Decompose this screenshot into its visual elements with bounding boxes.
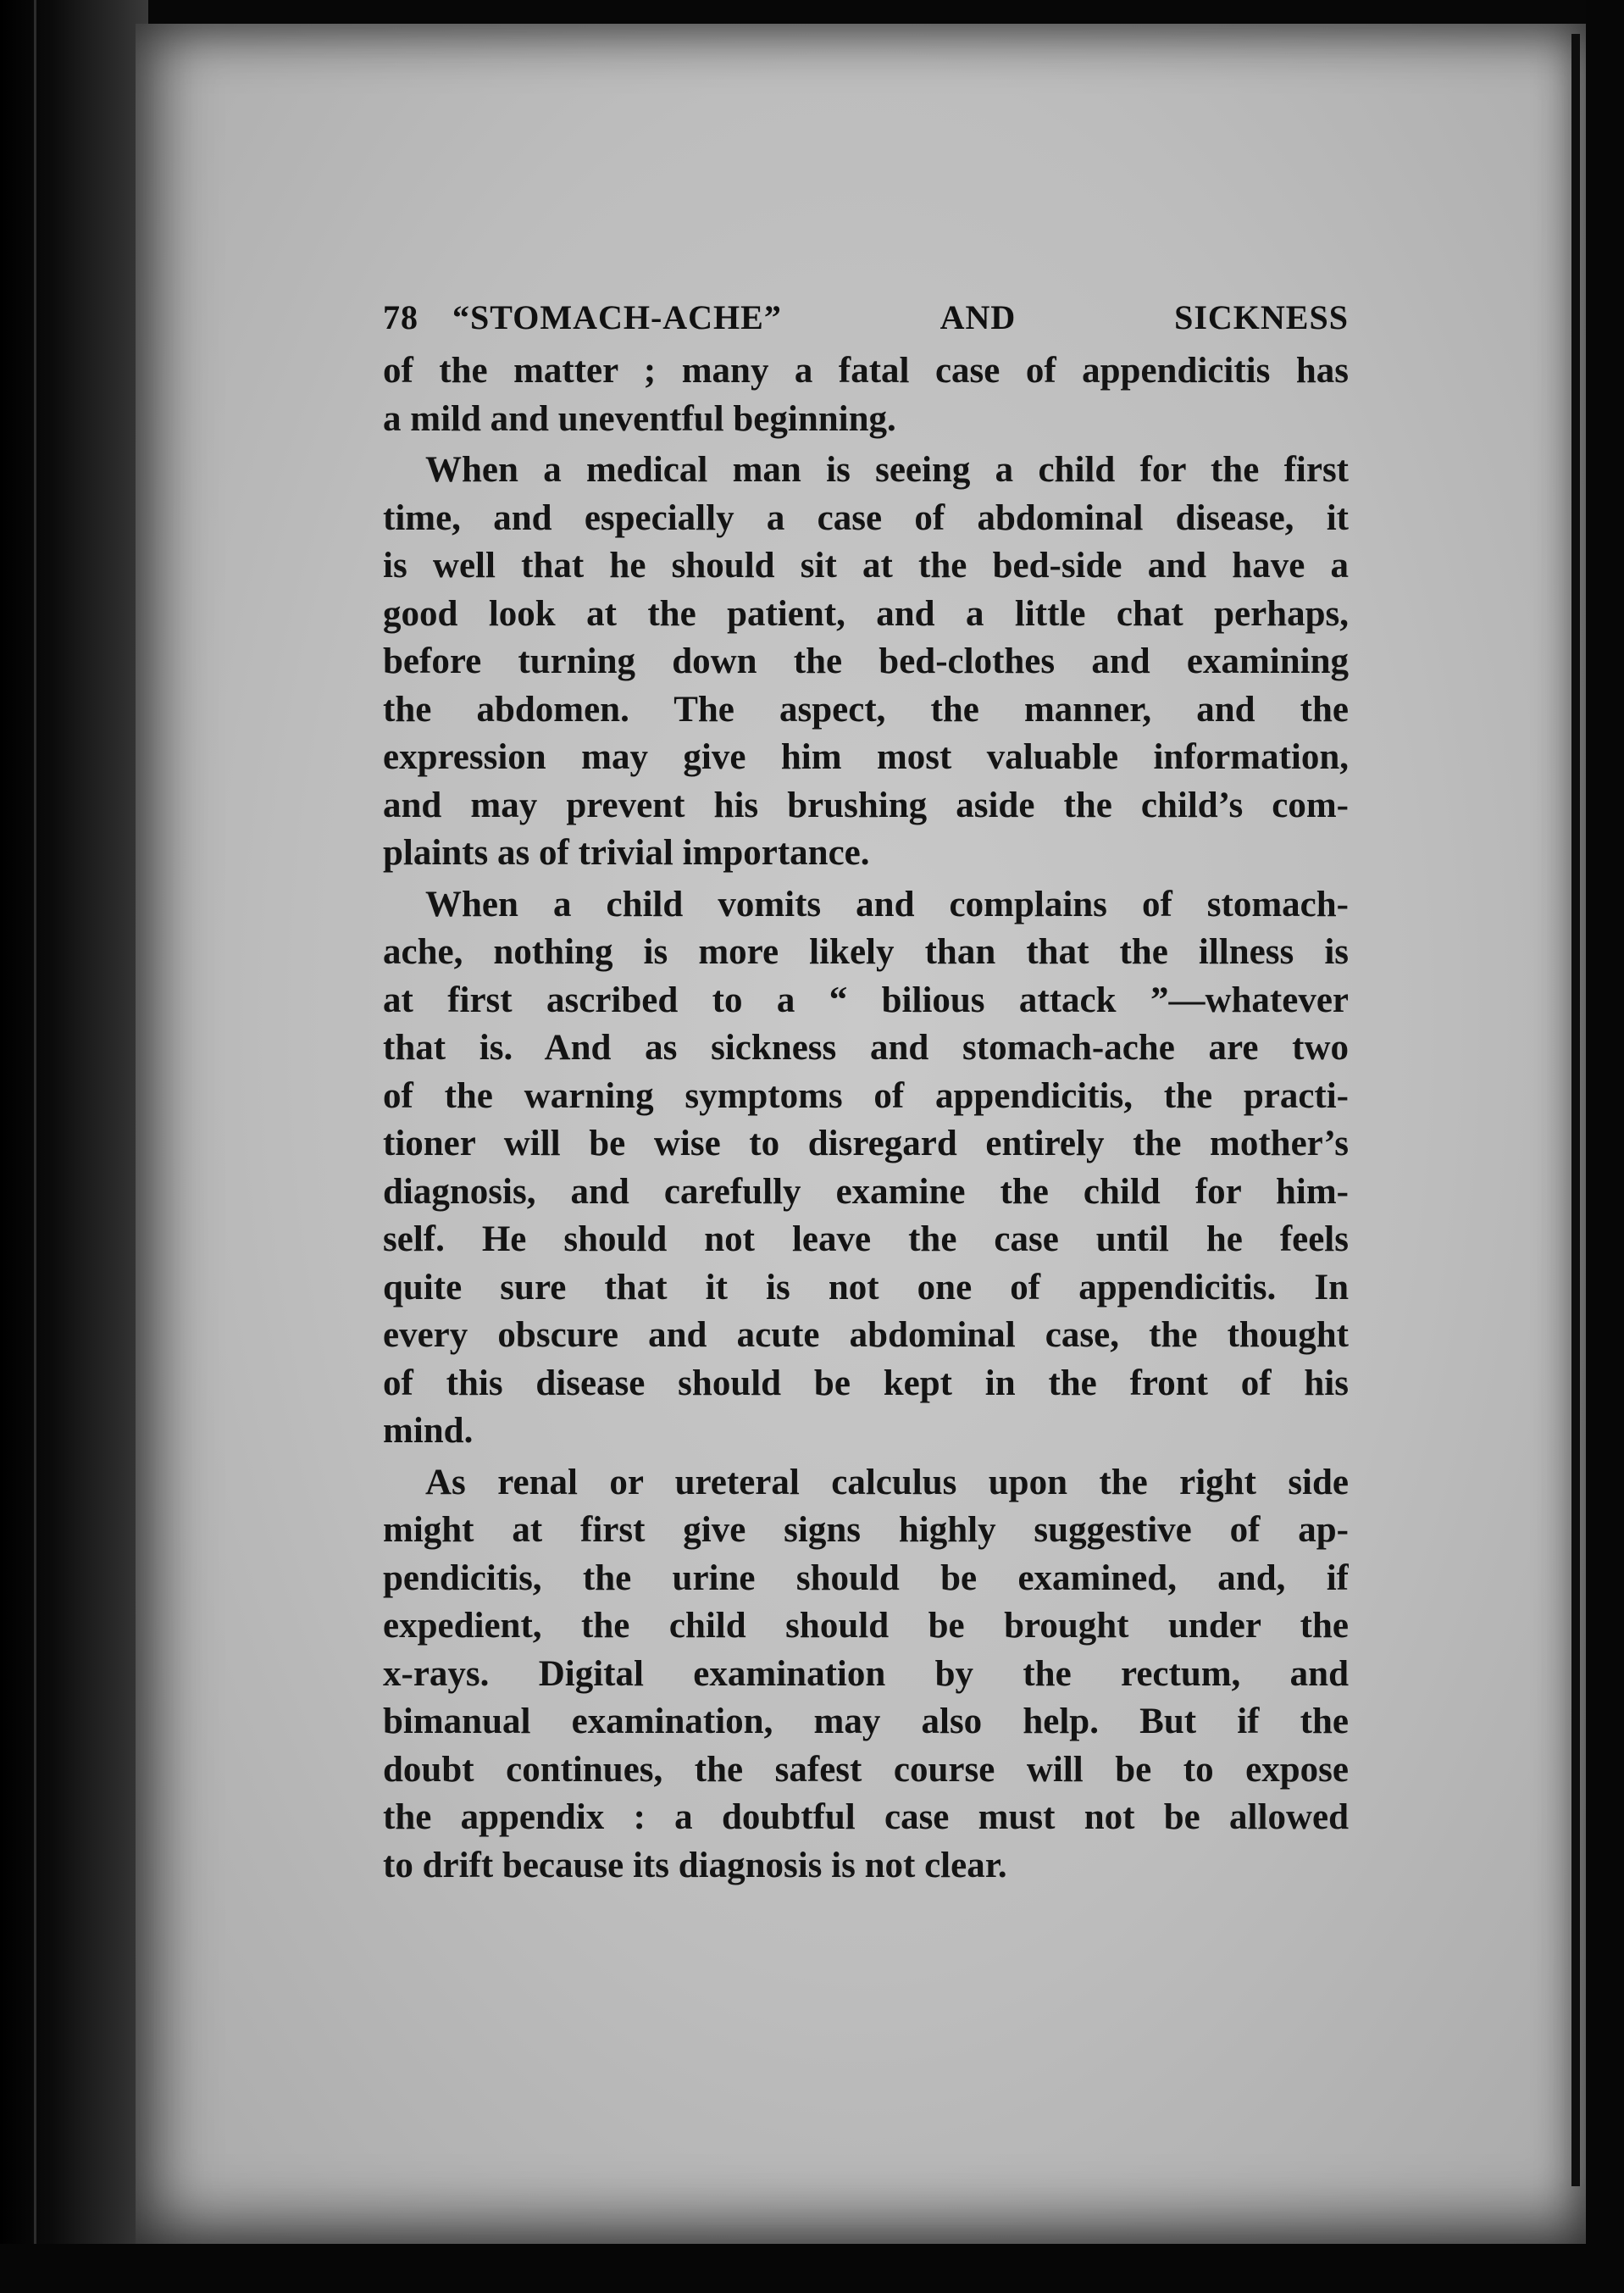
text-line: expedient, the child should be brought under the — [383, 1606, 1349, 1646]
text-line: of the matter ; many a fatal case of appendicitis has — [383, 351, 1349, 391]
text-line: ache, nothing is more likely than that the illness is — [383, 932, 1349, 972]
text-line: of this disease should be kept in the front of his — [383, 1363, 1349, 1403]
paragraph — [383, 1459, 1349, 1890]
text-line: might at first give signs highly suggestive of ap- — [383, 1510, 1349, 1550]
text-line: the appendix : a doubtful case must not be allowed — [383, 1797, 1349, 1837]
text-line: mind. — [383, 1411, 474, 1451]
running-head — [383, 288, 1349, 347]
text-line: every obscure and acute abdominal case, the thought — [383, 1315, 1349, 1355]
text-line: is well that he should sit at the bed-side and have a — [383, 546, 1349, 586]
text-line: x-rays. Digital examination by the rectum, and — [383, 1653, 1349, 1694]
page-text — [383, 288, 1349, 1890]
text-line: self. He should not leave the case until he feels — [383, 1219, 1349, 1259]
paragraph — [383, 881, 1349, 1456]
text-line: of the warning symptoms of appendicitis, the practi- — [383, 1075, 1349, 1116]
text-line: a mild and uneventful beginning. — [383, 398, 896, 439]
text-line: pendicitis, the urine should be examined, and, if — [383, 1557, 1349, 1598]
book-binding — [0, 0, 148, 2293]
text-line: expression may give him most valuable information, — [383, 737, 1349, 777]
text-line: before turning down the bed-clothes and examining — [383, 641, 1349, 681]
paragraph — [383, 347, 1349, 443]
running-title-word: SICKNESS — [1174, 298, 1349, 336]
text-line: tioner will be wise to disregard entirely the mother’s — [383, 1124, 1349, 1163]
scan-right-border — [1586, 0, 1624, 2293]
text-line: at first ascribed to a “ bilious attack ”—whatever — [383, 980, 1349, 1020]
text-line: When a child vomits and complains of stomach- — [425, 884, 1349, 924]
running-title — [452, 288, 1349, 347]
text-line: time, and especially a case of abdominal disease, it — [383, 497, 1349, 538]
text-line: When a medical man is seeing a child for the first — [425, 450, 1349, 490]
paragraph — [383, 447, 1349, 878]
text-line: bimanual examination, may also help. But if the — [383, 1702, 1349, 1741]
running-title-word: “STOMACH-ACHE” — [452, 298, 782, 336]
text-line: to drift because its diagnosis is not clear. — [383, 1845, 1007, 1885]
text-line: doubt continues, the safest course will be to expose — [383, 1749, 1349, 1790]
page-number: 78 — [383, 298, 418, 336]
text-line: and may prevent his brushing aside the child’s com- — [383, 785, 1349, 825]
text-line: plaints as of trivial importance. — [383, 833, 870, 873]
text-line: As renal or ureteral calculus upon the right side — [425, 1462, 1349, 1502]
text-line: that is. And as sickness and stomach-ache are two — [383, 1028, 1349, 1068]
page-right-edge — [1571, 34, 1580, 2186]
scan-top-border — [0, 0, 1624, 24]
binding-edge-line — [34, 0, 36, 2293]
text-line: quite sure that it is not one of appendicitis. In — [383, 1267, 1349, 1308]
running-title-word: AND — [939, 298, 1017, 336]
text-line: the abdomen. The aspect, the manner, and the — [383, 689, 1349, 730]
scan-bottom-border — [0, 2244, 1624, 2293]
text-line: good look at the patient, and a little chat perhaps, — [383, 593, 1349, 634]
text-line: diagnosis, and carefully examine the child for him- — [383, 1171, 1349, 1212]
